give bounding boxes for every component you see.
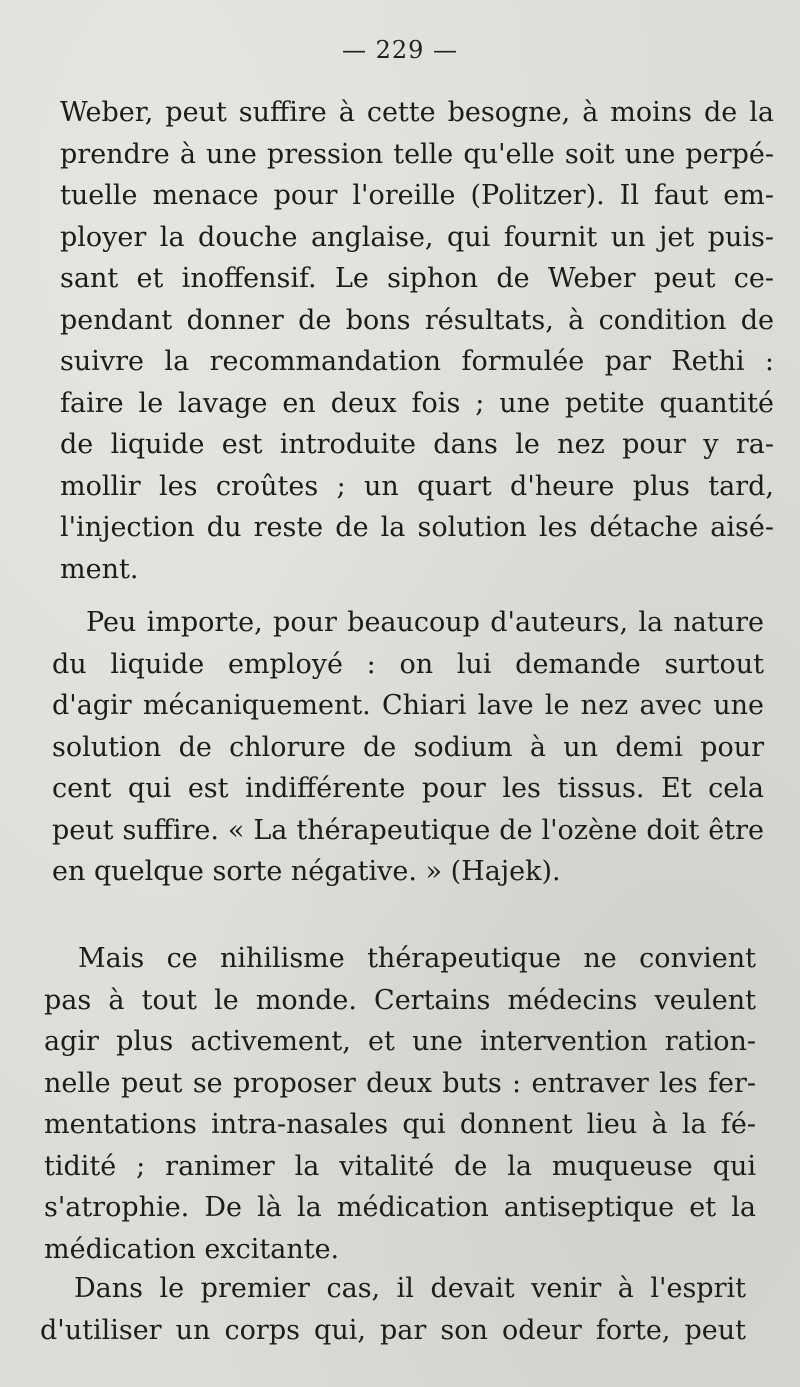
text-line: faire le lavage en deux fois ; une petite quantité [60, 387, 774, 419]
text-line: cent qui est indifférente pour les tissus. Et cela [52, 773, 764, 804]
text-line: nelle peut se proposer deux buts : entraver les fer- [44, 1067, 756, 1099]
text-line: agir plus activement, et une intervention ration- [44, 1026, 756, 1057]
text-line: de liquide est introduite dans le nez pour y ra- [60, 429, 774, 460]
text-line: solution de chlorure de sodium à un demi pour [52, 731, 764, 763]
paragraph-2 [52, 602, 764, 893]
text-line: tuelle menace pour l'oreille (Politzer). Il faut em- [60, 180, 774, 211]
text-line: Weber, peut suffire à cette besogne, à moins de la [60, 97, 774, 128]
text-line: sant et inoffensif. Le siphon de Weber peut ce- [60, 263, 774, 294]
text-line: d'agir mécaniquement. Chiari lave le nez avec une [52, 690, 764, 721]
text-line: médication excitante. [44, 1233, 340, 1265]
text-line: l'injection du reste de la solution les détache aisé- [60, 512, 774, 543]
paragraph-3 [44, 938, 756, 1270]
text-line: s'atrophie. De là la médication antiseptique et la [44, 1192, 756, 1223]
text-line: du liquide employé : on lui demande surtout [52, 648, 764, 680]
text-line: pas à tout le monde. Certains médecins veulent [44, 984, 756, 1016]
text-line: ployer la douche anglaise, qui fournit un jet puis- [60, 221, 774, 253]
page-number: — 229 — [341, 36, 459, 64]
text-line: tidité ; ranimer la vitalité de la muqueuse qui [44, 1150, 756, 1182]
text-line: peut suffire. « La thérapeutique de l'ozène doit être [52, 814, 764, 846]
text-line: Peu importe, pour beaucoup d'auteurs, la nature [86, 607, 764, 638]
text-line: ment. [60, 553, 139, 585]
text-line: en quelque sorte négative. » (Hajek). [52, 856, 561, 887]
text-line: suivre la recommandation formulée par Rethi : [60, 346, 774, 377]
text-line: prendre à une pression telle qu'elle soit une perpé- [60, 138, 774, 170]
paragraph-4 [40, 1268, 746, 1351]
text-line: pendant donner de bons résultats, à condition de [60, 304, 774, 336]
paragraph-1 [60, 92, 774, 590]
text-line: mollir les croûtes ; un quart d'heure plus tard, [60, 470, 774, 502]
text-line: Dans le premier cas, il devait venir à l'esprit [74, 1273, 746, 1304]
text-line: Mais ce nihilisme thérapeutique ne convient [78, 943, 756, 974]
text-line: d'utiliser un corps qui, par son odeur forte, peut [40, 1314, 746, 1346]
text-line: mentations intra-nasales qui donnent lieu à la fé- [44, 1109, 756, 1140]
